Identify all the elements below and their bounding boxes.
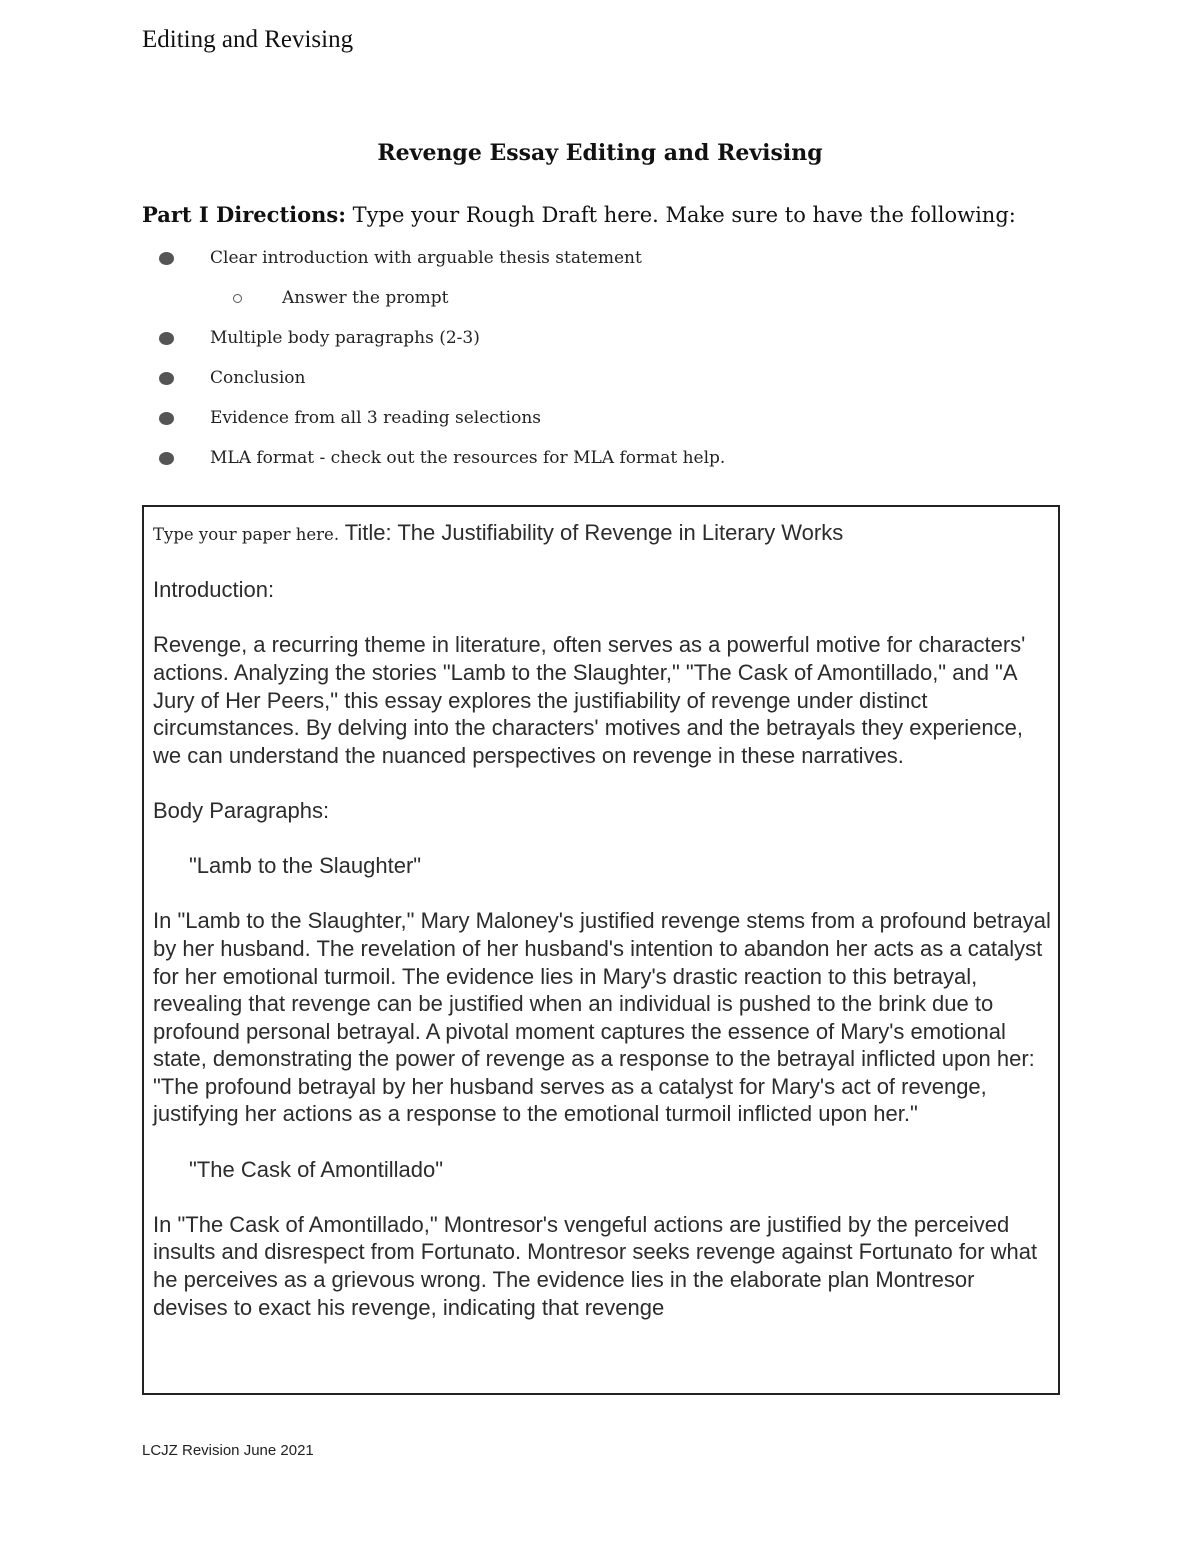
paper-content[interactable]: [153, 519, 1053, 1349]
bullet-icon: [159, 252, 174, 265]
document-title: Revenge Essay Editing and Revising: [377, 140, 823, 166]
page-footer: LCJZ Revision June 2021: [142, 1442, 314, 1459]
section2-heading: "The Cask of Amontillado": [189, 1156, 444, 1182]
requirement-text: Answer the prompt: [282, 288, 449, 308]
paper-lead: Type your paper here.: [153, 525, 340, 544]
bullet-icon: [159, 452, 174, 465]
page-header: Editing and Revising: [142, 26, 354, 53]
bullet-icon: [159, 372, 174, 385]
paper-title: Title: The Justifiability of Revenge in Literary Works: [339, 520, 844, 545]
body-heading: Body Paragraphs:: [153, 797, 330, 823]
requirement-text: Evidence from all 3 reading selections: [210, 408, 541, 428]
intro-paragraph: Revenge, a recurring theme in literature, often serves as a powerful motive for characters' actions. Analyzing the stories "Lamb to the Slaughter," "The Cask of Amontillado," and "A Jury of Her Peers," this essay explores the justifiability of revenge under distinct circumstances. By delving into the characters' motives and the betrayals they experience, we can understand the nuanced perspectives on revenge in these narratives.: [153, 632, 1026, 768]
paper-title-line: [153, 519, 1053, 549]
directions-label: Part I Directions:: [142, 202, 346, 227]
requirement-text: Conclusion: [210, 368, 306, 388]
bullet-icon: [159, 412, 174, 425]
hollow-bullet-icon: [233, 294, 242, 303]
intro-heading: Introduction:: [153, 577, 275, 603]
requirement-text: MLA format - check out the resources for MLA format help.: [210, 448, 726, 468]
section1-paragraph: In "Lamb to the Slaughter," Mary Maloney's justified revenge stems from a profound betrayal by her husband. The revelation of her husband's intention to abandon her acts as a catalyst for her emotional turmoil. The evidence lies in Mary's drastic reaction to this betrayal, revealing that revenge can be justified when an individual is pushed to the brink due to profound personal betrayal. A pivotal moment captures the essence of Mary's emotional state, demonstrating the power of revenge as a response to the betrayal inflicted upon her: "The profound betrayal by her husband serves as a catalyst for Mary's act of revenge, justifying her actions as a response to the emotional turmoil inflicted upon her.": [153, 908, 1051, 1127]
section1-heading: "Lamb to the Slaughter": [189, 853, 422, 879]
paper-text-box[interactable]: [142, 505, 1060, 1395]
part1-directions: [142, 202, 1016, 227]
requirement-text: Multiple body paragraphs (2-3): [210, 328, 480, 348]
section2-paragraph: In "The Cask of Amontillado," Montresor's vengeful actions are justified by the perceived insults and disrespect from Fortunato. Montresor seeks revenge against Fortunato for what he perceives as a grievous wrong. The evidence lies in the elaborate plan Montresor devises to exact his revenge, indicating that revenge: [153, 1211, 1038, 1320]
requirement-text: Clear introduction with arguable thesis statement: [210, 248, 642, 268]
bullet-icon: [159, 332, 174, 345]
directions-text: Type your Rough Draft here. Make sure to have the following:: [345, 203, 1016, 227]
